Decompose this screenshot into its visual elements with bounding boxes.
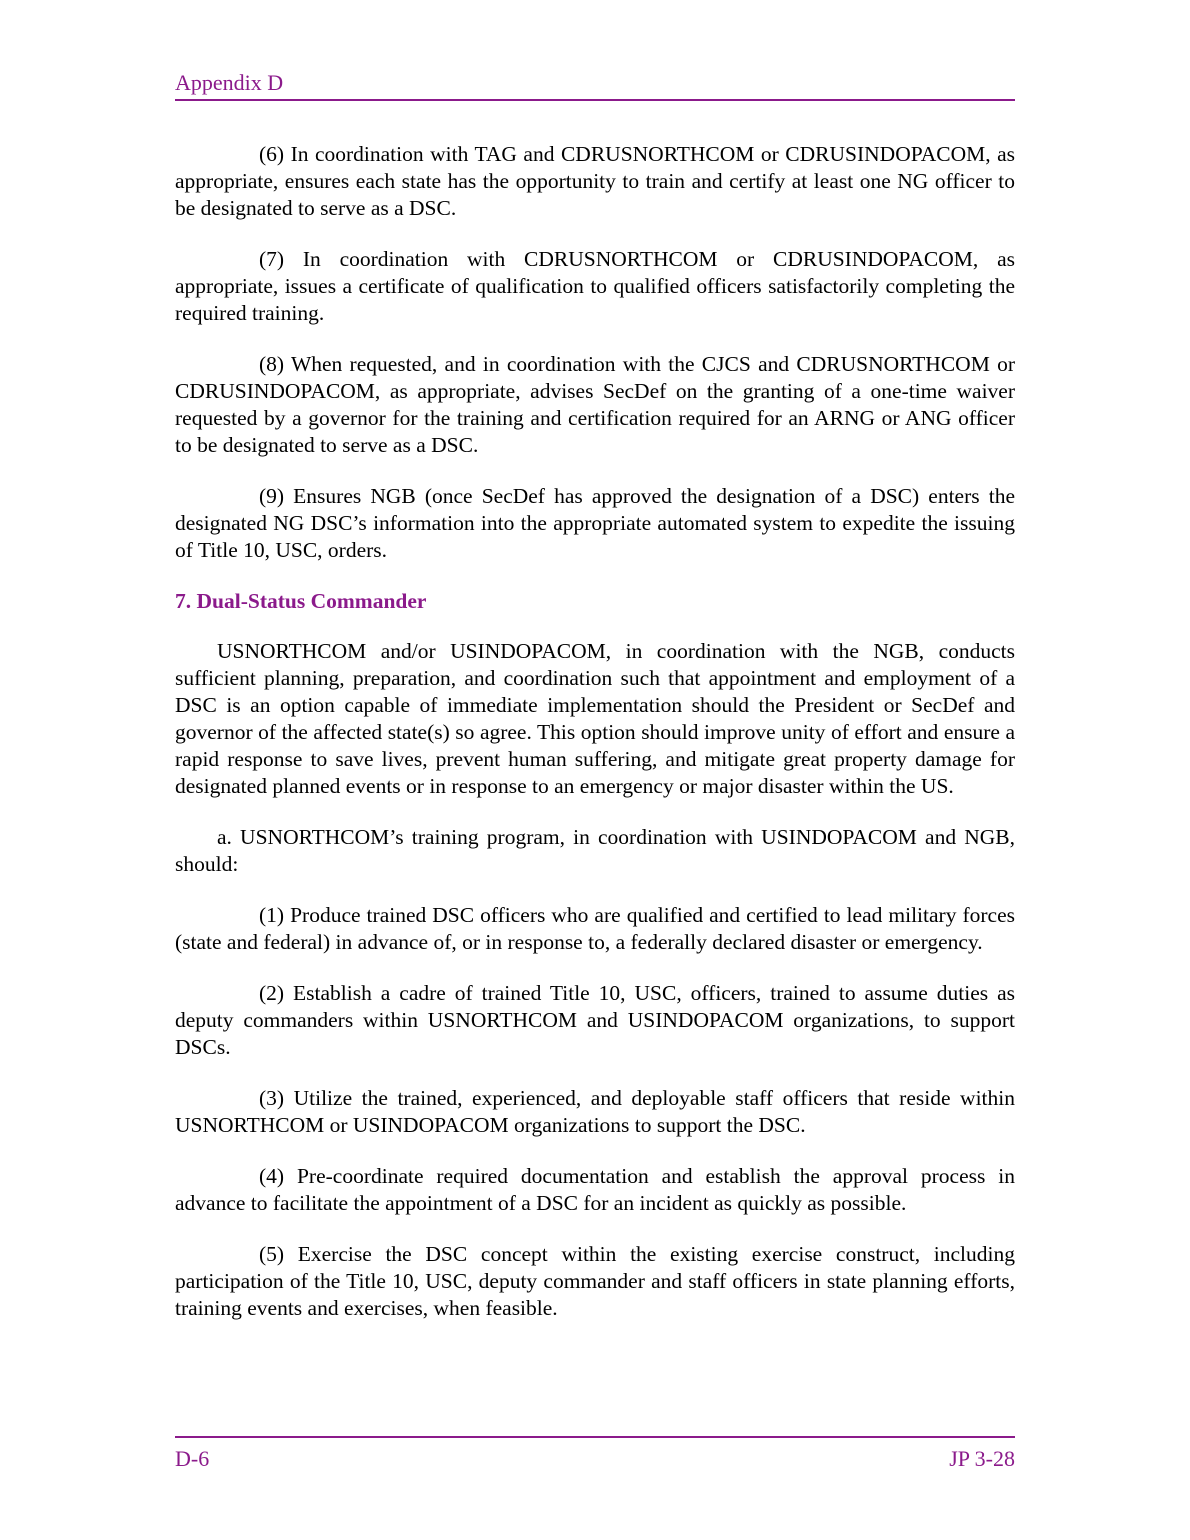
paragraph-9: (9) Ensures NGB (once SecDef has approved the designation of a DSC) enters the designated NG DSC’s information into the appropriate automated system to expedite the issuing of Title 10, USC, orders. (175, 484, 1015, 562)
page-number: D-6 (175, 1446, 210, 1471)
page-body (175, 141, 1015, 1346)
paragraph-7: (7) In coordination with CDRUSNORTHCOM or CDRUSINDOPACOM, as appropriate, issues a certificate of qualification to qualified officers satisfactorily completing the required training. (175, 247, 1015, 325)
running-header: Appendix D (175, 70, 284, 95)
header-rule (175, 99, 1015, 101)
section-heading: 7. Dual-Status Commander (175, 589, 427, 613)
subitem-3: (3) Utilize the trained, experienced, and deployable staff officers that reside within USNORTHCOM or USINDOPACOM organizations to support the DSC. (175, 1086, 1015, 1137)
publication-id: JP 3-28 (949, 1446, 1015, 1471)
paragraph-8: (8) When requested, and in coordination with the CJCS and CDRUSNORTHCOM or CDRUSINDOPACOM, as appropriate, advises SecDef on the granting of a one-time waiver requested by a governor for the training and certification required for an ARNG or ANG officer to be designated to serve as a DSC. (175, 352, 1015, 457)
subitem-1: (1) Produce trained DSC officers who are qualified and certified to lead military forces (state and federal) in advance of, or in response to, a federally declared disaster or emergency. (175, 903, 1015, 954)
section-intro: USNORTHCOM and/or USINDOPACOM, in coordination with the NGB, conducts sufficient planning, preparation, and coordination such that appointment and employment of a DSC is an option capable of immediate implementation should the President or SecDef and governor of the affected state(s) so agree. This option should improve unity of effort and ensure a rapid response to save lives, prevent human suffering, and mitigate great property damage for designated planned events or in response to an emergency or major disaster within the US. (175, 639, 1015, 798)
subitem-4: (4) Pre-coordinate required documentation and establish the approval process in advance to facilitate the appointment of a DSC for an incident as quickly as possible. (175, 1164, 1015, 1215)
item-a: a. USNORTHCOM’s training program, in coordination with USINDOPACOM and NGB, should: (175, 825, 1015, 876)
paragraph-6: (6) In coordination with TAG and CDRUSNORTHCOM or CDRUSINDOPACOM, as appropriate, ensures each state has the opportunity to train and certify at least one NG officer to be designated to serve as a DSC. (175, 142, 1015, 220)
footer-rule (175, 1436, 1015, 1438)
subitem-5: (5) Exercise the DSC concept within the existing exercise construct, including participation of the Title 10, USC, deputy commander and staff officers in state planning efforts, training events and exercises, when feasible. (175, 1242, 1015, 1320)
subitem-2: (2) Establish a cadre of trained Title 10, USC, officers, trained to assume duties as deputy commanders within USNORTHCOM and USINDOPACOM organizations, to support DSCs. (175, 981, 1015, 1059)
